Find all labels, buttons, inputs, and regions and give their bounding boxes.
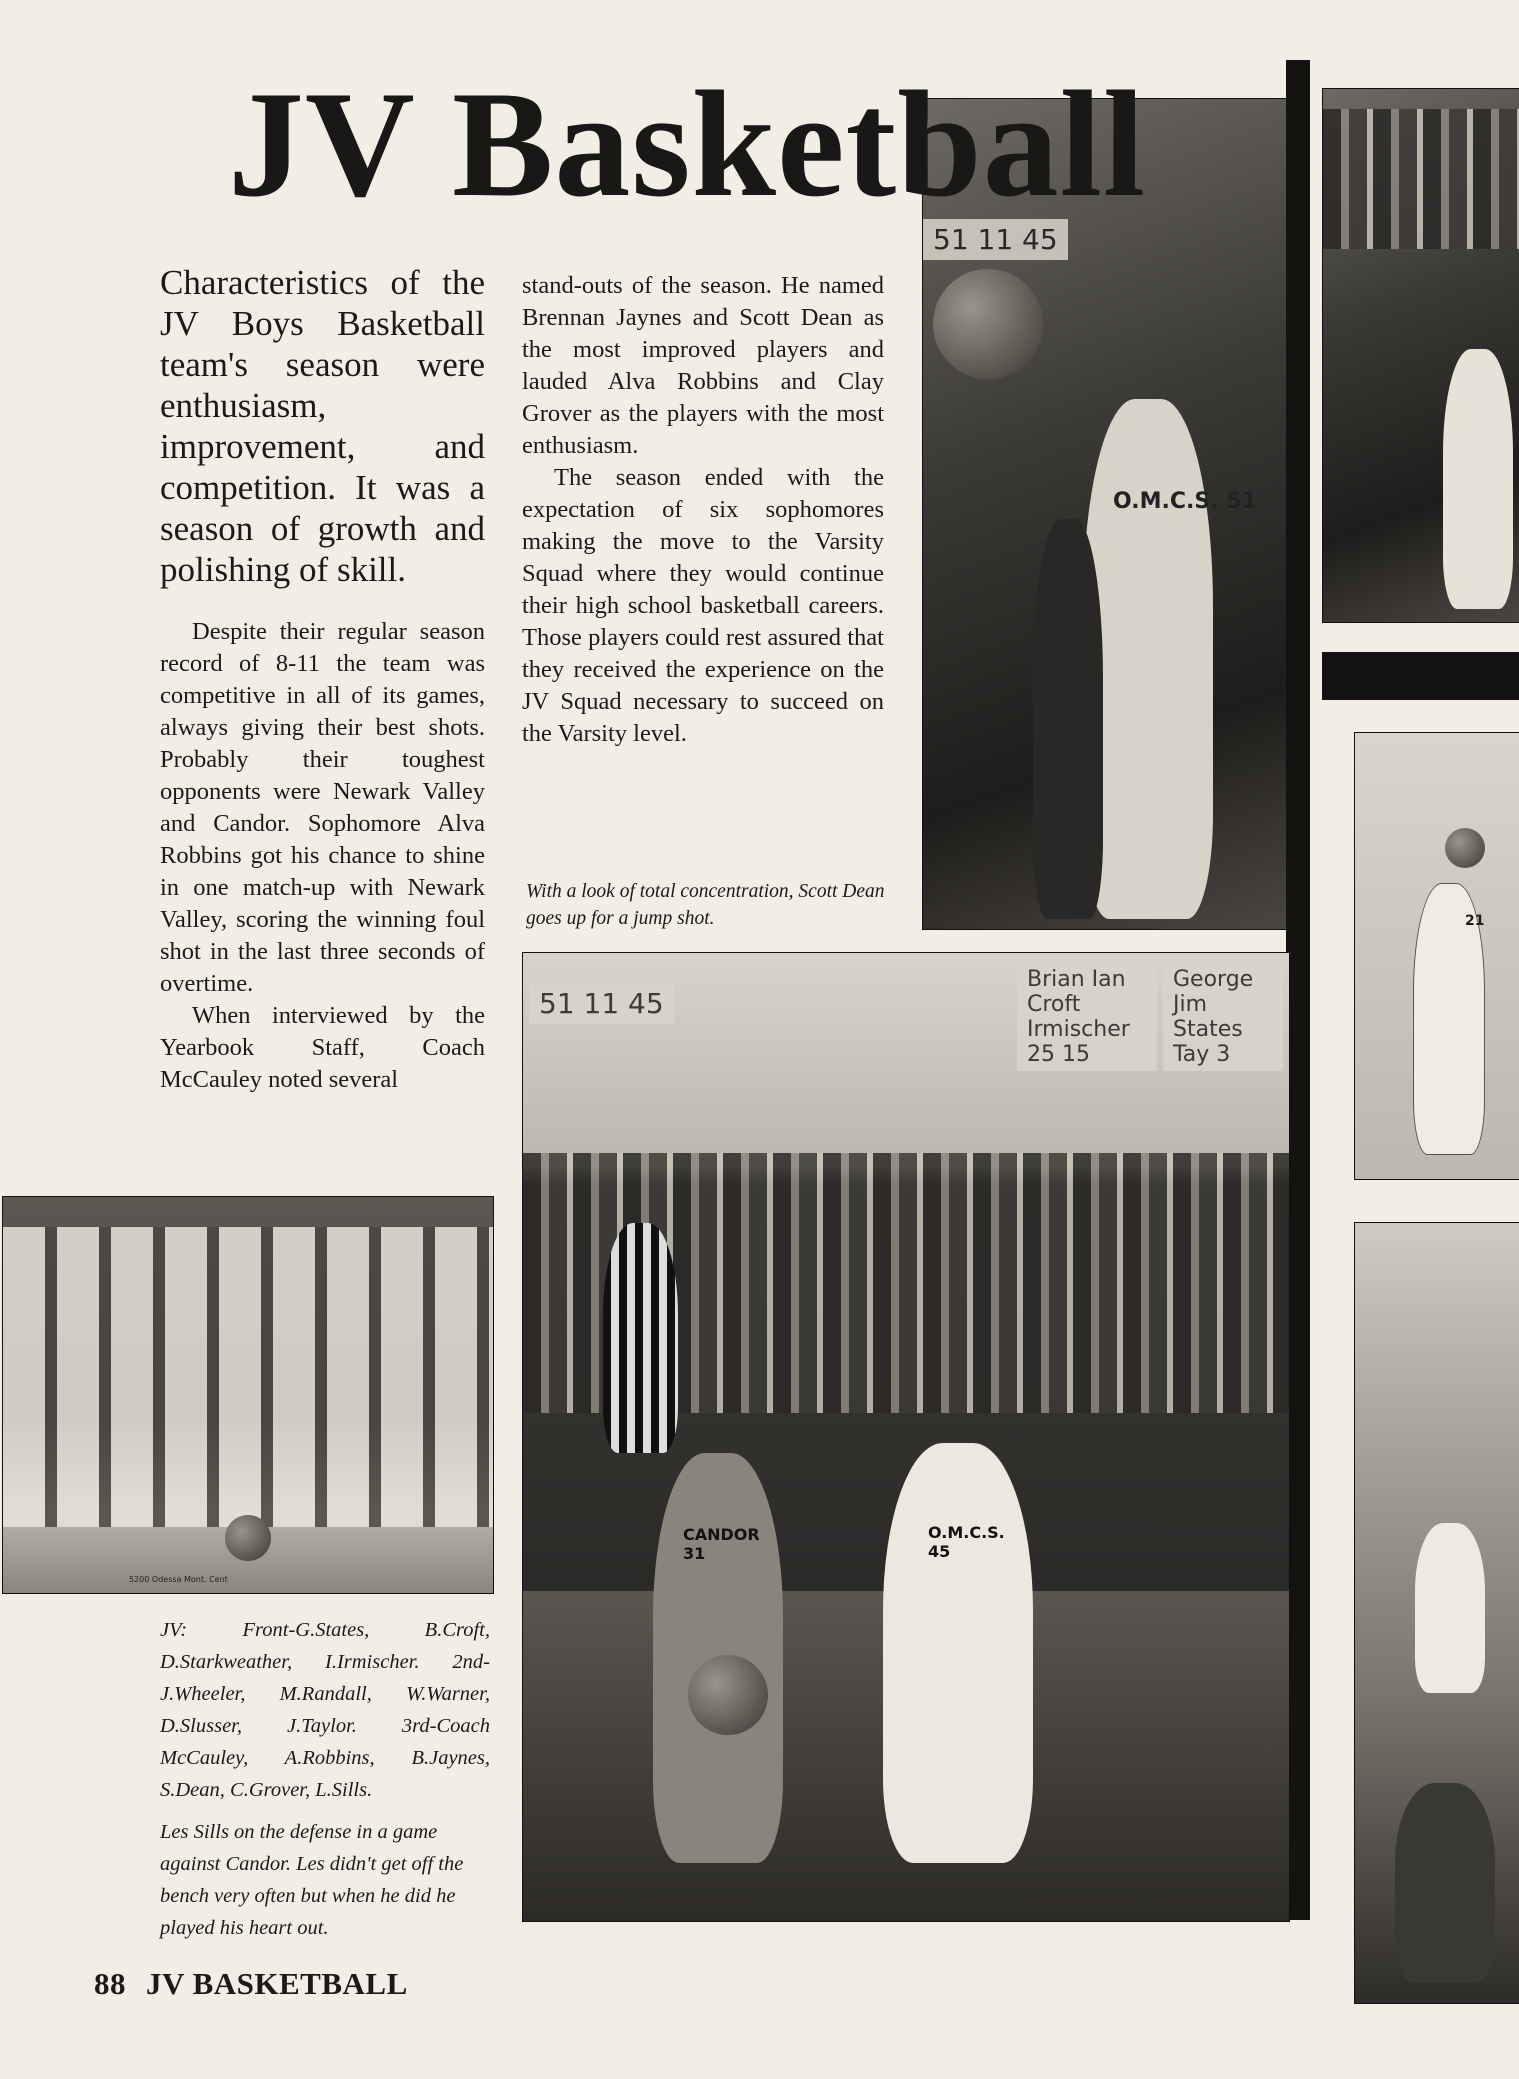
defense-caption: Les Sills on the defense in a game against Candor. Les didn't get off the bench very often but when he did he played his heart out.: [160, 1821, 464, 1939]
body-column-1: [160, 616, 485, 1096]
jersey-candor: CANDOR 31: [683, 1525, 760, 1563]
paragraph: stand-outs of the season. He named Brennan Jaynes and Scott Dean as the most improved players and lauded Alva Robbins and Clay Grover as the players with the most enthusiasm.: [522, 272, 884, 459]
jersey-number-21: 21: [1465, 913, 1485, 929]
scoreboard-sign: George Jim States Tay 3: [1163, 963, 1283, 1071]
paragraph: The season ended with the expectation of six sophomores making the move to the Varsity Squad where they would continue their high school basketball careers. Those players could rest assured that they received the experience on the JV Squad necessary to succeed on the Varsity level.: [522, 464, 884, 747]
opponent-figure: [1033, 519, 1103, 919]
team-photo-label: 5200 Odessa Mont. Cent: [129, 1575, 228, 1584]
jump-shot-caption: With a look of total concentration, Scott Dean goes up for a jump shot.: [526, 881, 885, 929]
lead-text: Characteristics of the JV Boys Basketball team's season were enthusiasm, improvement, and competition. It was a season of growth and polishing of skill.: [160, 263, 485, 589]
referee: [603, 1223, 678, 1453]
scoreboard-sign: 51 11 45: [529, 983, 674, 1024]
omcs-player: [883, 1443, 1033, 1863]
page-number: 88: [94, 1966, 126, 2001]
jersey-omcs: O.M.C.S. 45: [928, 1523, 1005, 1561]
team-caption: JV: Front-G.States, B.Croft, D.Starkweather, I.Irmischer. 2nd-J.Wheeler, M.Randall, W.Warner, D.Slusser, J.Taylor. 3rd-Coach McCauley, A.Robbins, B.Jaynes, S.Dean, C.Grover, L.Sills.: [160, 1619, 490, 1801]
right-frame-bar: [1322, 652, 1519, 700]
game-photo: [522, 952, 1290, 1922]
bleachers-photo: [1354, 1222, 1519, 2004]
scoreboard-sign: Brian Ian Croft Irmischer 25 15: [1017, 963, 1157, 1071]
bench-photo-top: [1322, 88, 1519, 623]
scoreboard-sign: 51 11 45: [923, 219, 1068, 260]
team-photo: [2, 1196, 494, 1594]
page-title: JV Basketball: [228, 60, 1147, 228]
page-footer: [94, 1966, 428, 2002]
paragraph: Despite their regular season record of 8-11 the team was competitive in all of its games, always giving their best shots. Probably their toughest opponents were Newark Valley and Candor. Sophomore Alva Robbins got his chance to shine in one match-up with Newark Valley, scoring the winning foul shot in the last three seconds of overtime.: [160, 618, 485, 997]
body-column-2: [522, 270, 884, 750]
team-rows: [3, 1227, 493, 1527]
lead-paragraph: [160, 262, 485, 590]
basketball: [933, 269, 1043, 379]
basketball: [225, 1515, 271, 1561]
jersey-number-dean: O.M.C.S. 51: [1113, 489, 1257, 514]
player-21-photo: [1354, 732, 1519, 1180]
section-name: JV BASKETBALL: [146, 1966, 408, 2001]
paragraph: When interviewed by the Yearbook Staff, Coach McCauley noted several: [160, 1002, 485, 1093]
basketball: [688, 1655, 768, 1735]
